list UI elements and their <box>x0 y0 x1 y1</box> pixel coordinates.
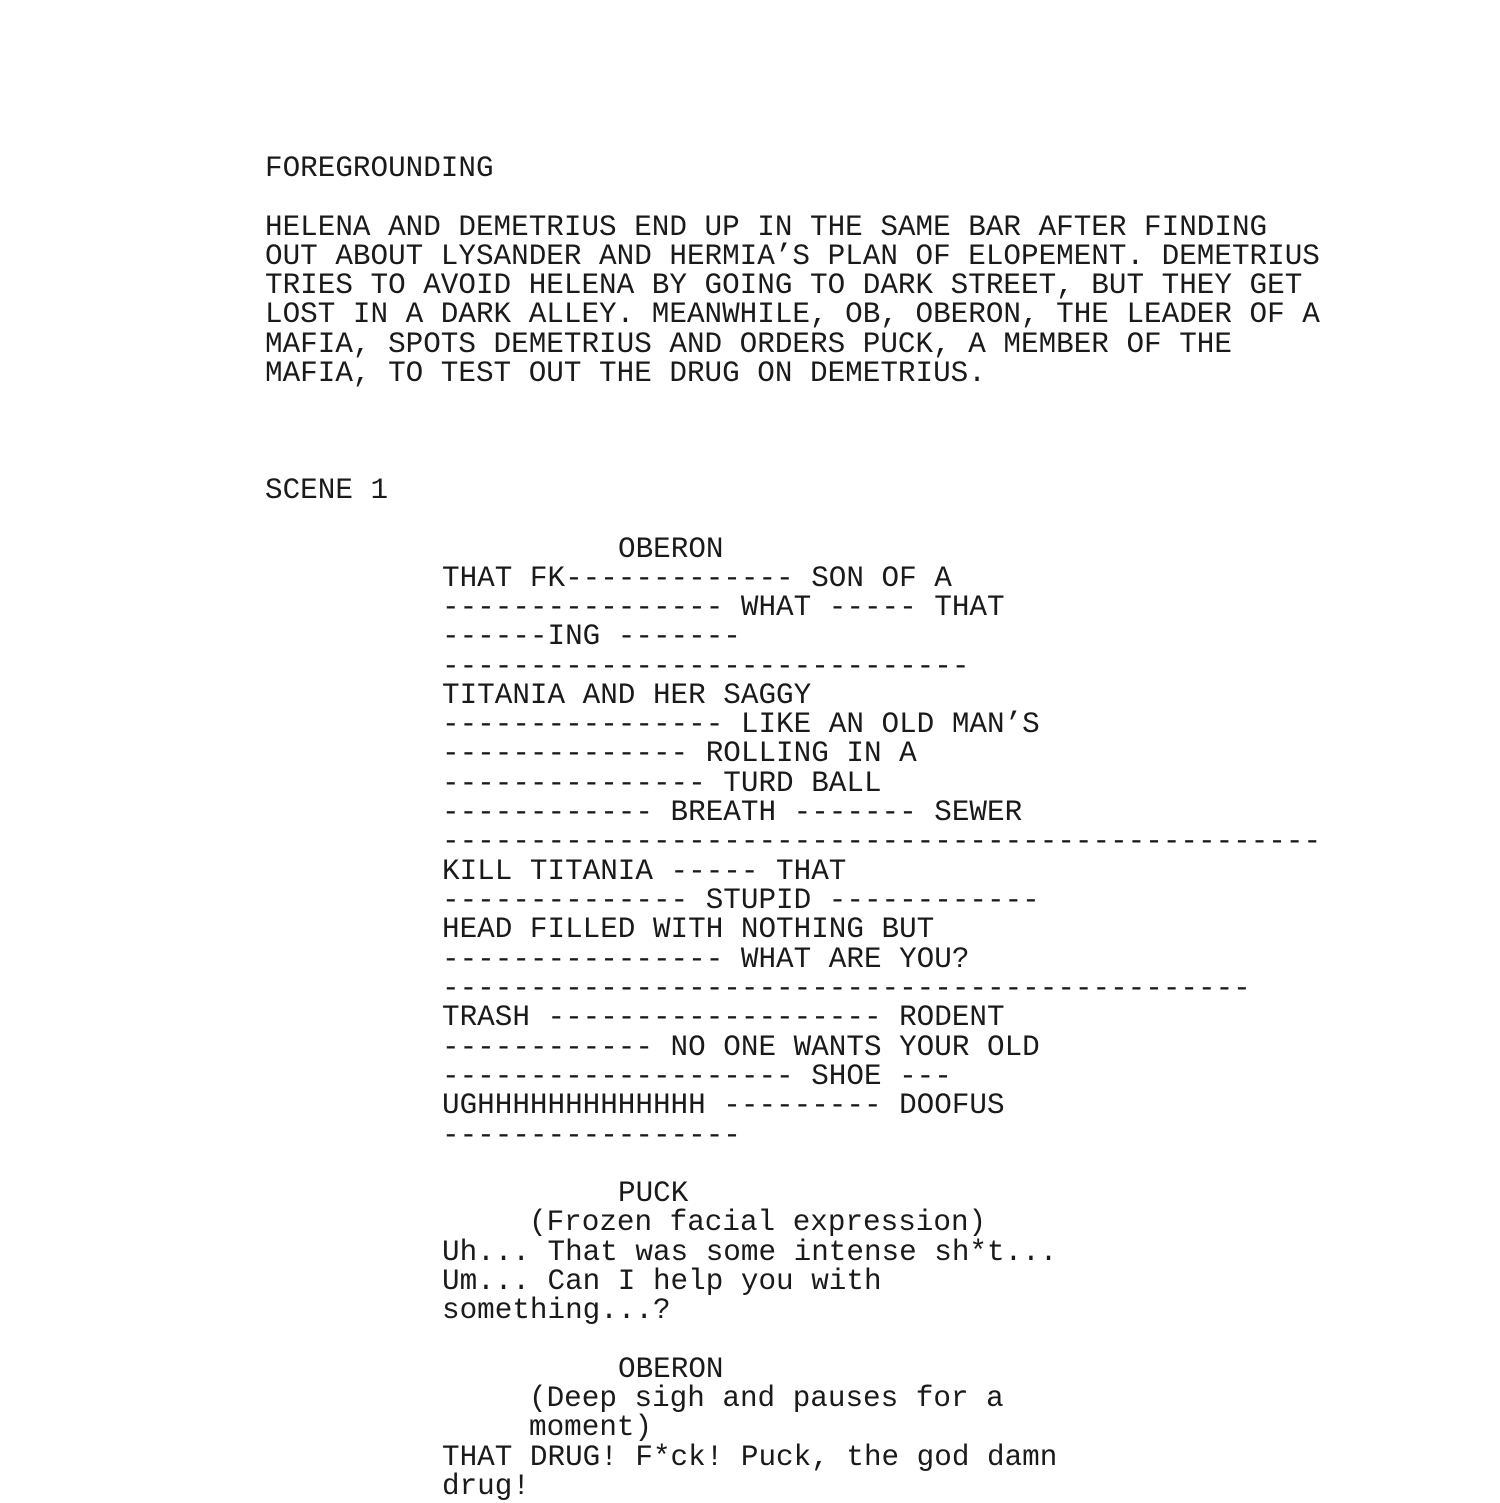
dialogue-line: ------------ NO ONE WANTS YOUR OLD <box>442 1031 1040 1064</box>
dialogue-line: Um... Can I help you with <box>442 1265 882 1298</box>
dialogue-line: THAT DRUG! F*ck! Puck, the god damn <box>442 1441 1058 1474</box>
dialogue-line: ---------------------------------------------- <box>442 972 1251 1005</box>
character-name: OBERON <box>618 533 724 566</box>
dialogue-line: ------------ BREATH ------- SEWER <box>442 796 1023 829</box>
parenthetical: moment) <box>529 1411 653 1444</box>
dialogue-line: ------ING ------- <box>442 620 741 653</box>
foregrounding-line: MAFIA, SPOTS DEMETRIUS AND ORDERS PUCK, A MEMBER OF THE <box>265 328 1232 361</box>
foregrounding-heading: FOREGROUNDING <box>265 152 494 185</box>
parenthetical: (Deep sigh and pauses for a <box>529 1382 1004 1415</box>
character-name: PUCK <box>618 1177 689 1210</box>
foregrounding-line: MAFIA, TO TEST OUT THE DRUG ON DEMETRIUS. <box>265 357 986 390</box>
dialogue-line: TRASH ------------------- RODENT <box>442 1001 1005 1034</box>
dialogue-line: -------------------------------------------------- <box>442 825 1322 858</box>
foregrounding-line: HELENA AND DEMETRIUS END UP IN THE SAME BAR AFTER FINDING <box>265 211 1268 244</box>
dialogue-line: drug! <box>442 1470 530 1503</box>
dialogue-line: Uh... That was some intense sh*t... <box>442 1236 1058 1269</box>
dialogue-line: -------------- STUPID ------------ <box>442 884 1040 917</box>
dialogue-line: ---------------- WHAT ARE YOU? <box>442 943 970 976</box>
dialogue-line: UGHHHHHHHHHHHHH --------- DOOFUS <box>442 1089 1005 1122</box>
dialogue-line: HEAD FILLED WITH NOTHING BUT <box>442 913 935 946</box>
foregrounding-line: OUT ABOUT LYSANDER AND HERMIA’S PLAN OF ELOPEMENT. DEMETRIUS <box>265 240 1320 273</box>
dialogue-line: ------------------------------ <box>442 650 970 683</box>
parenthetical: (Frozen facial expression) <box>529 1206 987 1239</box>
dialogue-line: THAT FK------------- SON OF A <box>442 562 952 595</box>
character-name: OBERON <box>618 1353 724 1386</box>
scene-heading: SCENE 1 <box>265 474 389 507</box>
dialogue-line: something...? <box>442 1294 671 1327</box>
dialogue-line: KILL TITANIA ----- THAT <box>442 855 847 888</box>
foregrounding-line: LOST IN A DARK ALLEY. MEANWHILE, OB, OBERON, THE LEADER OF A <box>265 298 1320 331</box>
dialogue-line: ----------------- <box>442 1119 741 1152</box>
dialogue-line: TITANIA AND HER SAGGY <box>442 679 812 712</box>
dialogue-line: --------------- TURD BALL <box>442 767 882 800</box>
dialogue-line: ---------------- WHAT ----- THAT <box>442 591 1005 624</box>
dialogue-line: -------------- ROLLING IN A <box>442 737 917 770</box>
foregrounding-line: TRIES TO AVOID HELENA BY GOING TO DARK STREET, BUT THEY GET <box>265 269 1303 302</box>
dialogue-line: ---------------- LIKE AN OLD MAN’S <box>442 708 1040 741</box>
dialogue-line: -------------------- SHOE --- <box>442 1060 952 1093</box>
